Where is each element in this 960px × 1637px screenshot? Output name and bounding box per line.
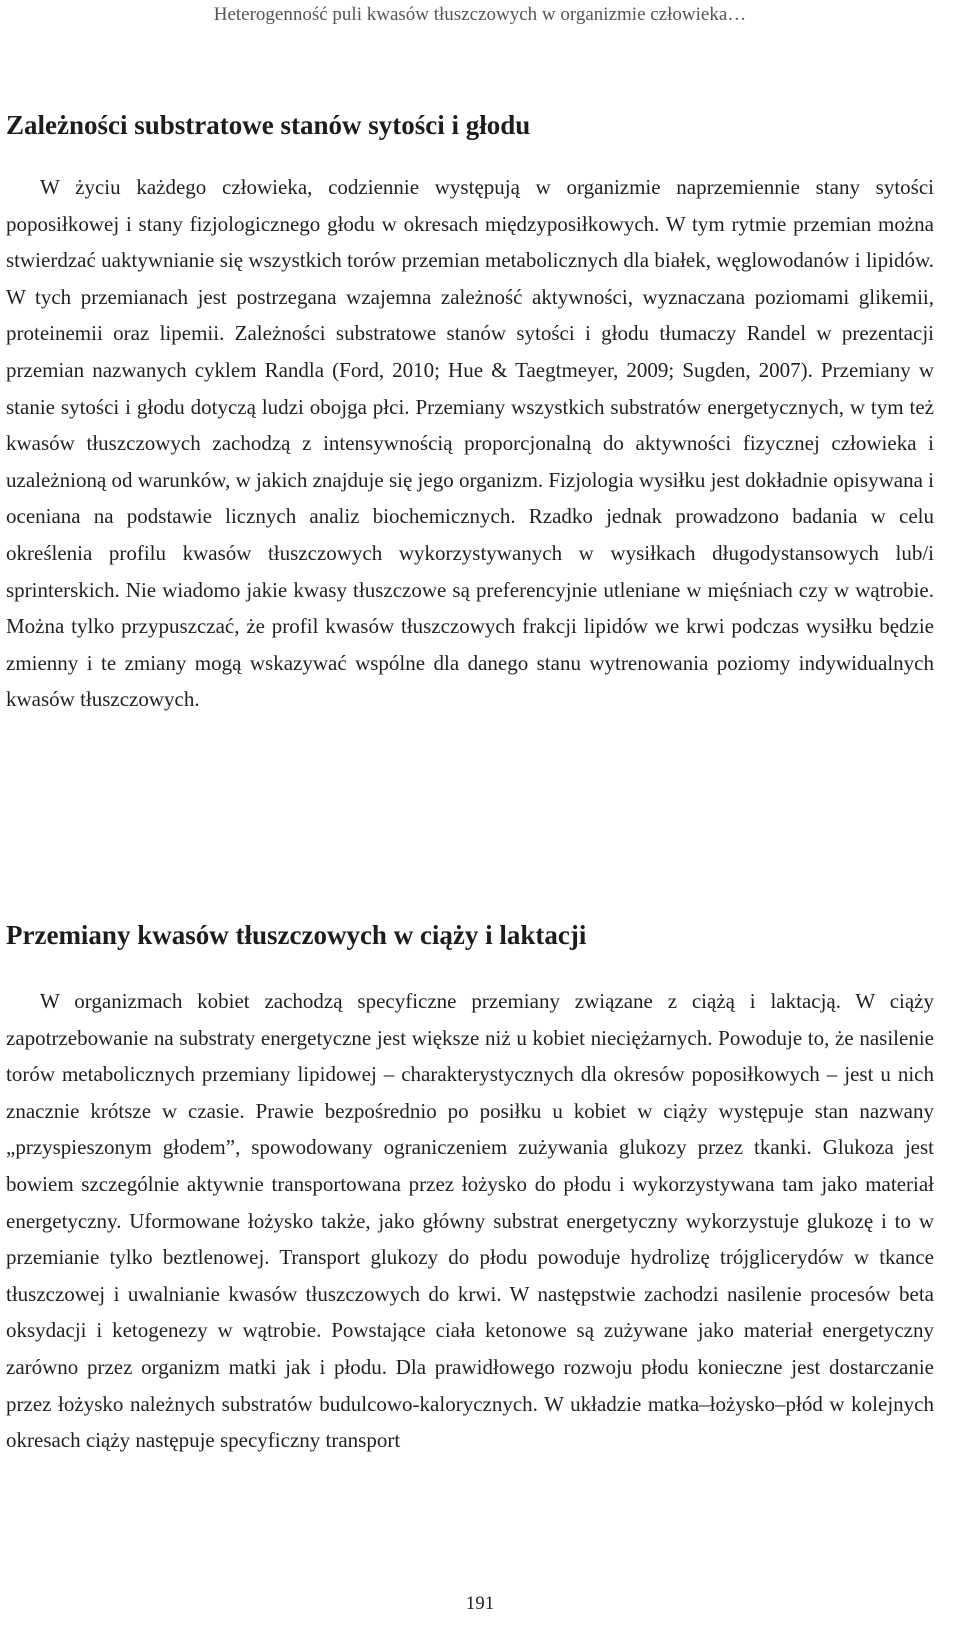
section-heading-satiety-hunger: Zależności substratowe stanów sytości i głodu bbox=[6, 110, 531, 140]
section-paragraph-satiety-hunger: W życiu każdego człowieka, codziennie występują w organizmie naprzemiennie stany sytości poposiłkowej i stany fizjologicznego głodu w okresach międzyposiłkowych. W tym rytmie przemian można stwierdzać uaktywnianie się wszystkich torów przemian metabolicznych dla białek, węglowodanów i lipidów. W tych przemianach jest postrzegana wzajemna zależność aktywności, wyznaczana poziomami glikemii, proteinemii oraz lipemii. Zależności substratowe stanów sytości i głodu tłumaczy Randel w prezentacji przemian nazwanych cyklem Randla (Ford, 2010; Hue & Taegtmeyer, 2009; Sugden, 2007). Przemiany w stanie sytości i głodu dotyczą ludzi obojga płci. Przemiany wszystkich substratów energetycznych, w tym też kwasów tłuszczowych zachodzą z intensywnością proporcjonalną do aktywności fizycznej człowieka i uzależnioną od warunków, w jakich znajduje się jego organizm. Fizjologia wysiłku jest dokładnie opisywana i oceniana na podstawie licznych analiz biochemicznych. Rzadko jednak prowadzono badania w celu określenia profilu kwasów tłuszczowych wykorzystywanych w wysiłkach długodystansowych lub/i sprinterskich. Nie wiadomo jakie kwasy tłuszczowe są preferencyjnie utleniane w mięśniach czy w wątrobie. Można tylko przypuszczać, że profil kwasów tłuszczowych frakcji lipidów we krwi podczas wysiłku będzie zmienny i te zmiany mogą wskazywać wspólne dla danego stanu wytrenowania poziomy indywidualnych kwasów tłuszczowych. bbox=[6, 175, 934, 712]
section-paragraph-pregnancy-lactation: W organizmach kobiet zachodzą specyficzne przemiany związane z ciążą i laktacją. W ciąży zapotrzebowanie na substraty energetyczne jest większe niż u kobiet nieciężarnych. Powoduje to, że nasilenie torów metabolicznych przemiany lipidowej – charakterystycznych dla okresów poposiłkowych – jest u nich znacznie krótsze w czasie. Prawie bezpośrednio po posiłku u kobiet w ciąży występuje stan nazwany „przyspieszonym głodem”, spowodowany ograniczeniem zużywania glukozy przez tkanki. Glukoza jest bowiem szczególnie aktywnie transportowana przez łożysko do płodu i wykorzystywana tam jako materiał energetyczny. Uformowane łożysko także, jako główny substrat energetyczny wykorzystuje glukozę i to w przemianie tylko beztlenowej. Transport glukozy do płodu powoduje hydrolizę trójglicerydów w tkance tłuszczowej i uwalnianie kwasów tłuszczowych do krwi. W następstwie zachodzi nasilenie procesów beta oksydacji i ketogenezy w wątrobie. Powstające ciała ketonowe są zużywane jako materiał energetyczny zarówno przez organizm matki jak i płodu. Dla prawidłowego rozwoju płodu konieczne jest dostarczanie przez łożysko należnych substratów budulcowo-kalorycznych. W układzie matka–łożysko–płód w kolejnych okresach ciąży następuje specyficzny transport bbox=[6, 989, 934, 1453]
page-number: 191 bbox=[465, 1593, 495, 1614]
section-heading-pregnancy-lactation: Przemiany kwasów tłuszczowych w ciąży i laktacji bbox=[6, 920, 587, 950]
running-header: Heterogenność puli kwasów tłuszczowych w organizmie człowieka… bbox=[213, 4, 747, 25]
